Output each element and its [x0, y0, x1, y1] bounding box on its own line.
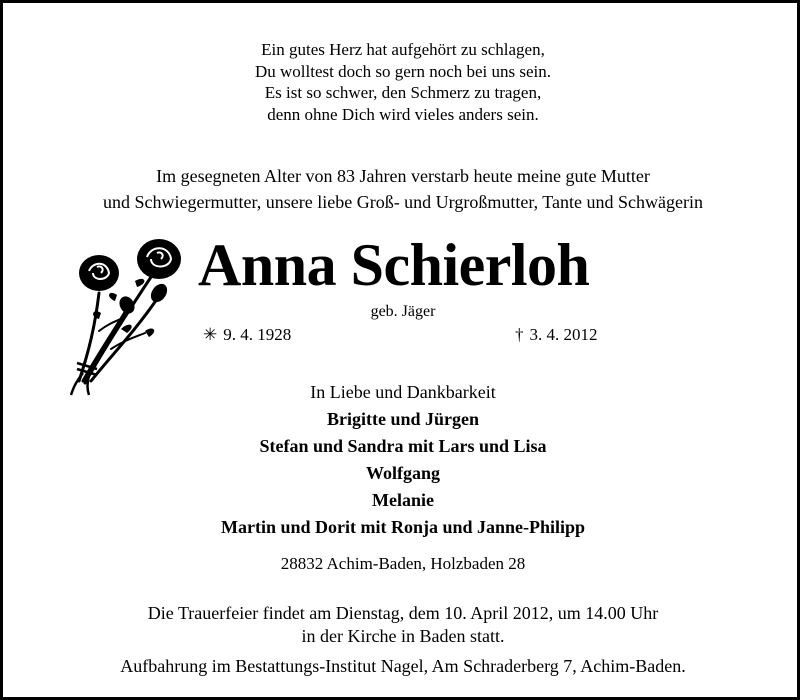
deceased-name: Anna Schierloh — [198, 232, 590, 298]
cross-icon: † — [515, 325, 524, 344]
poem — [3, 39, 800, 125]
poem-line: denn ohne Dich wird vieles anders sein. — [267, 104, 539, 124]
birth-date — [203, 325, 291, 345]
mourner-name: Stefan und Sandra mit Lars und Lisa — [259, 436, 547, 456]
maiden-name: geb. Jäger — [370, 303, 436, 320]
mourners-intro: In Liebe und Dankbarkeit — [310, 382, 496, 402]
funeral-line: in der Kirche in Baden statt. — [301, 626, 505, 646]
birth-date-value: 9. 4. 1928 — [223, 325, 292, 344]
mourner-name: Martin und Dorit mit Ronja und Janne-Philipp — [220, 517, 586, 537]
mourners — [3, 379, 800, 541]
poem-line: Du wolltest doch so gern noch bei uns sein. — [254, 61, 552, 81]
mourner-name: Melanie — [372, 490, 434, 510]
intro-text — [3, 163, 800, 215]
funeral-info — [3, 602, 800, 648]
poem-line: Ein gutes Herz hat aufgehört zu schlagen, — [261, 40, 545, 59]
mourner-name: Wolfgang — [365, 463, 440, 483]
mourner-name: Brigitte und Jürgen — [326, 409, 479, 429]
intro-line: und Schwiegermutter, unsere liebe Groß- und Urgroßmutter, Tante und Schwägerin — [103, 192, 703, 212]
intro-line: Im gesegneten Alter von 83 Jahren verstarb heute meine gute Mutter — [156, 166, 650, 186]
death-date — [515, 325, 598, 345]
poem-line: Es ist so schwer, den Schmerz zu tragen, — [264, 83, 542, 102]
address: 28832 Achim-Baden, Holzbaden 28 — [280, 554, 526, 573]
death-date-value: 3. 4. 2012 — [529, 325, 598, 344]
viewing-info: Aufbahrung im Bestattungs-Institut Nagel, Am Schraderberg 7, Achim-Baden. — [120, 656, 686, 676]
funeral-line: Die Trauerfeier findet am Dienstag, dem 10. April 2012, um 14.00 Uhr — [147, 603, 659, 623]
star-icon: ✳ — [203, 325, 218, 344]
